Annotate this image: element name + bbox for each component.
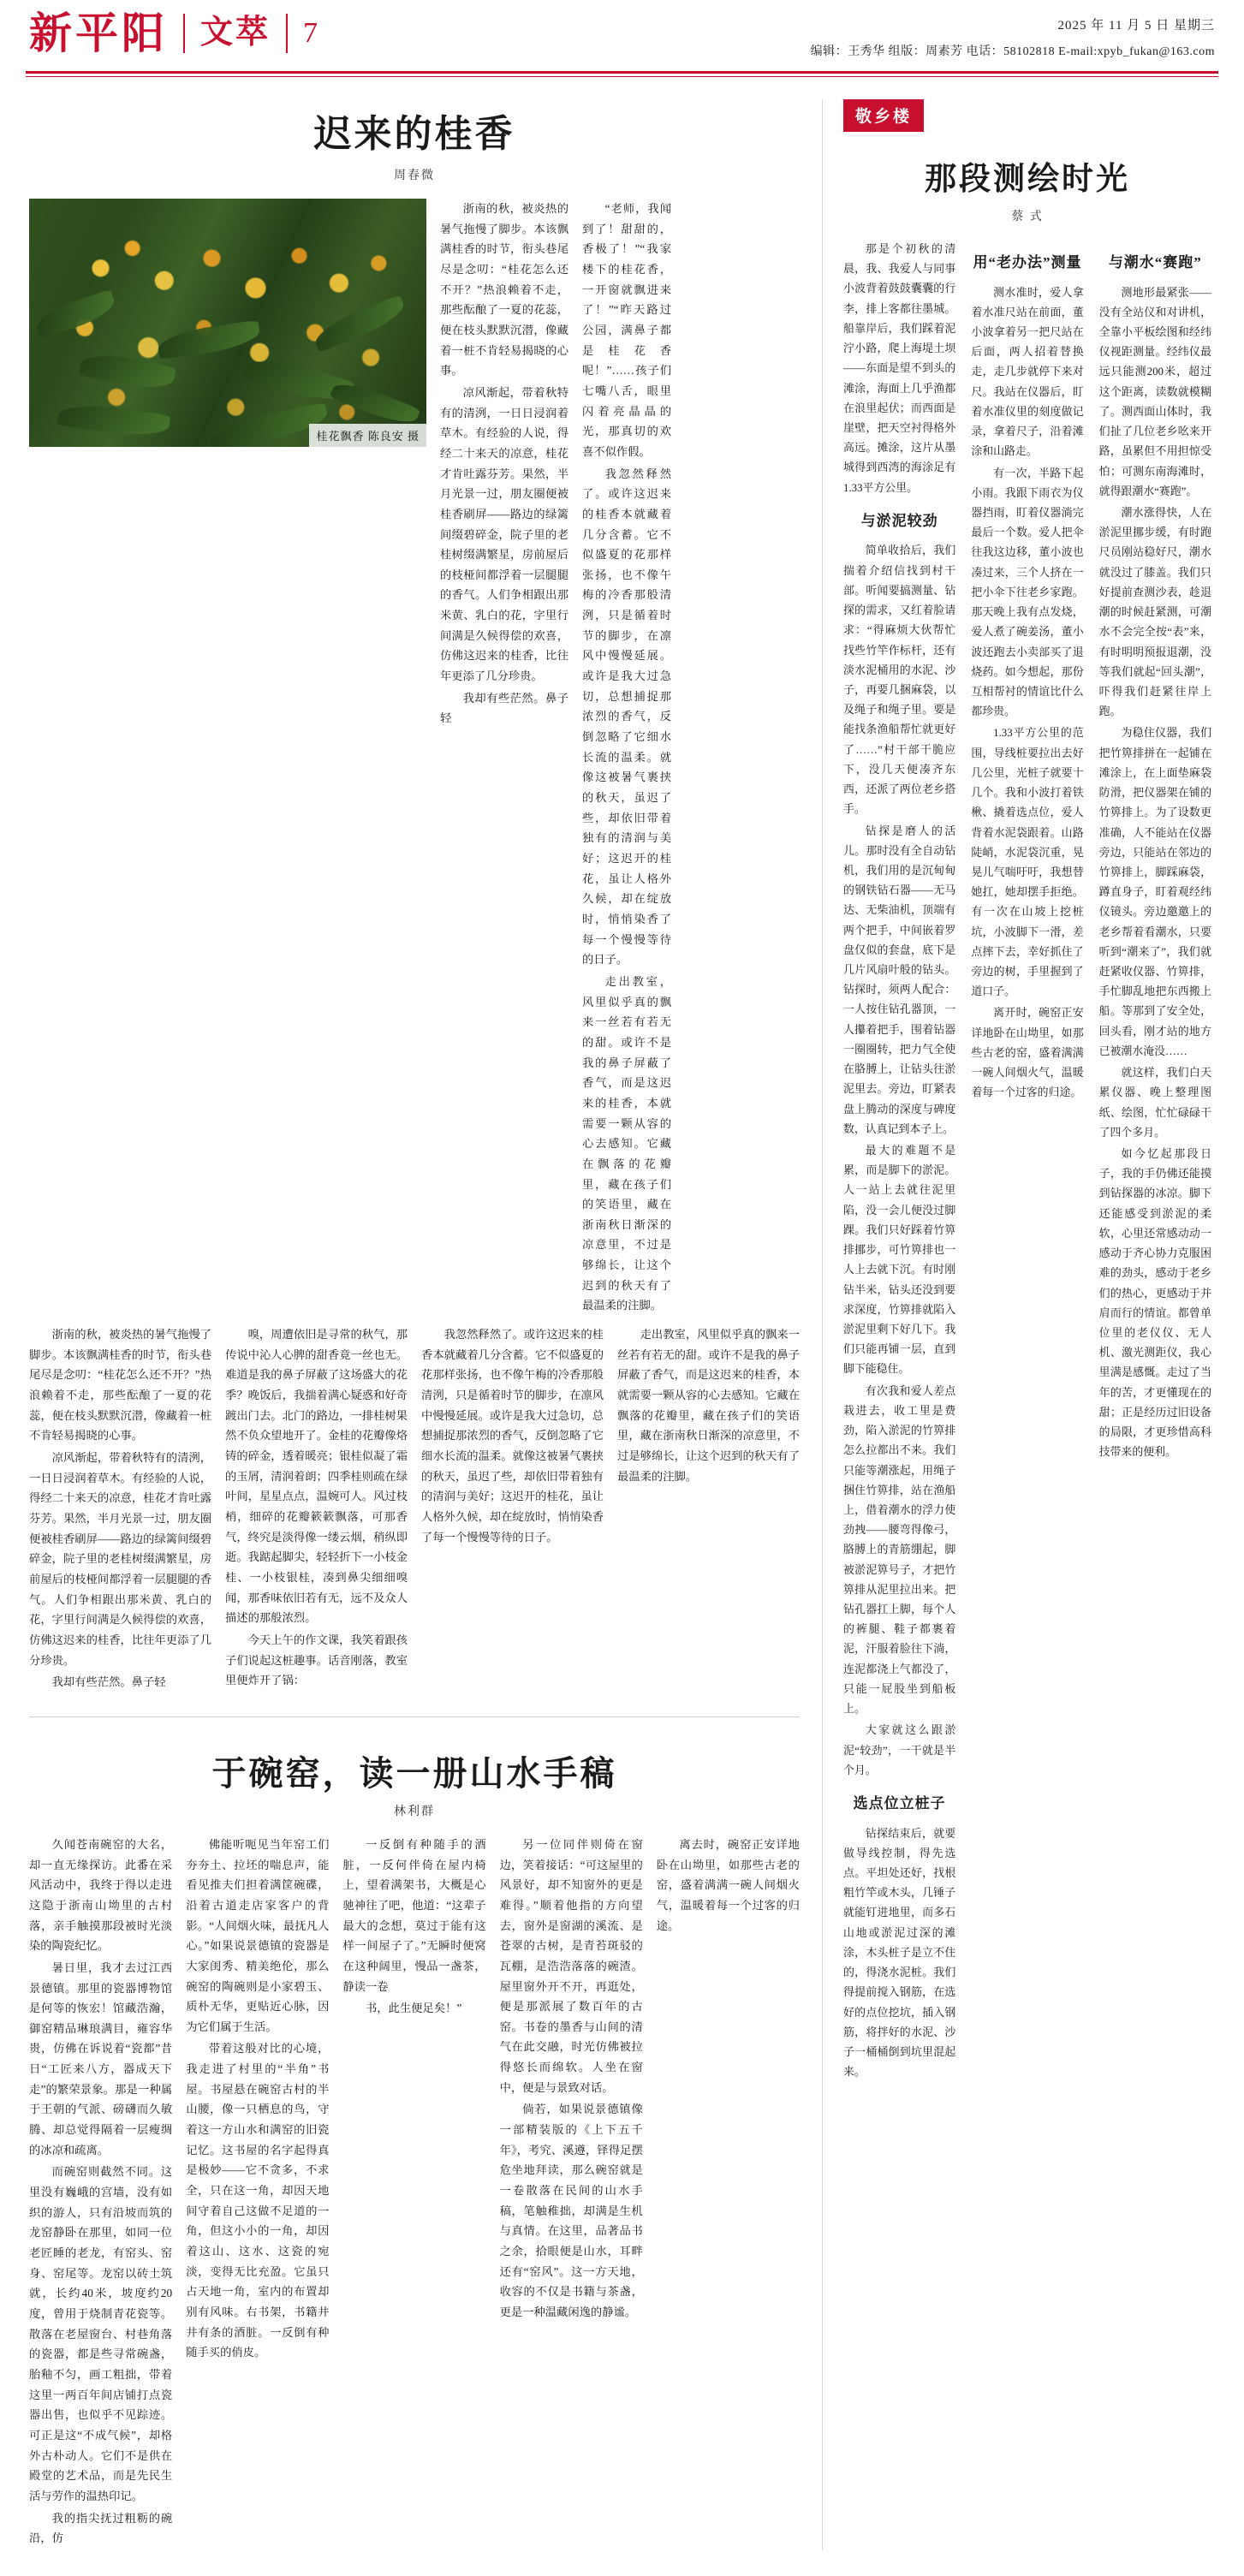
- article-wanyao: [29, 1746, 800, 2550]
- paragraph: 凉风渐起，带着秋特有的清洌，一日日浸润着草木。有经验的人说，得经二十来天的凉意，桂花才肯吐露芬芳。果然，半月光景一过，朋友圈便被桂香刷屏——路边的绿篱间缀碧碎金，院子里的老桂树缀满繁星，房前屋后的枝桠间都浮着一层腿腿的香气。人们争相跟出那米黄、乳白的花，字里行间满是久候得偿的欢喜，仿佛这迟来的桂香，比往年更添了几分珍贵。: [29, 1451, 211, 1667]
- paragraph: 佛能听呃见当年窑工们夯夯土、拉坯的喘息声，能看见推夫们担着满筐碗碟，沿着古道走店家客户的背影。“人间烟火味，最抚凡人心。”如果说景德镇的瓷器是大家闺秀、精美绝伦，那么碗窑的陶碗则是小家碧玉、质朴无华，更贴近心脉，因为它们属于生活。: [186, 1837, 330, 2033]
- editorial-credits: 编辑：王秀华 组版：周素芳 电话：58102818 E-mail:xpyb_fukan@163.com: [810, 45, 1215, 58]
- paragraph: 久闻苍南碗窑的大名，却一直无缘探访。此番在采风活动中，我终于得以走进这隐于浙南山坳里的古村落，亲手触摸那段被时光淡染的陶瓷纪忆。: [29, 1837, 173, 1953]
- article1-photo-caption: 桂花飘香 陈良安 摄: [309, 424, 426, 447]
- article3-subhead-0: 用“老办法”测量: [973, 254, 1082, 271]
- masthead-right: [811, 12, 1215, 59]
- article2-col-2: [186, 1835, 329, 2550]
- paragraph: 有一次，半路下起小雨。我跟下雨衣为仪器挡雨，盯着仪器淌完最后一个数。爱人把伞往我这边移，董小波也凑过来，三个人挤在一把小伞下往老乡家跑。那天晚上我有点发烧，爱人煮了碗姜汤，董小波还跑去小卖部买了退烧药。如今想起，那份互相帮衬的情谊比什么都珍贵。: [971, 467, 1084, 718]
- article2-col-5: [657, 1835, 800, 2550]
- article2-col-3: [342, 1835, 485, 2550]
- paragraph: 离开时，碗窑正安详地卧在山坳里，如那些古老的窑，盛着满满一碗人间烟火气，温暖着每一个过客的归途。: [971, 1007, 1084, 1099]
- article-gui-fragrance: [29, 103, 800, 1694]
- paragraph: 走出教室，风里似乎真的飘来一丝若有若无的甜。或许不是我的鼻子屏蔽了香气，而是这迟来的桂香，本就需要一颗从容的心去感知。它藏在飘落的花瓣里，藏在孩子们的笑语里，藏在浙南秋日渐深的凉意里，不过是够绵长，让这个迟到的秋天有了最温柔的注脚。: [617, 1328, 800, 1483]
- paragraph: 1.33平方公里的范围，导线桩要拉出去好几公里，光桩子就要十几个。我和小波打着铁楸、撬着选点位，爱人背着水泥袋跟着。山路陡峭，水泥袋沉重，晃晃儿气喘吁吁，我想替她扛，她却摆手拒绝。有一次在山坡上挖桩坑，小波脚下一滑，差点摔下去，幸好抓住了旁边的树，手里握到了道口子。: [971, 727, 1084, 998]
- article1-byline: 周春微: [394, 170, 435, 182]
- paragraph: 凉风渐起，带着秋特有的清洌，一日日浸润着草木。有经验的人说，得经二十来天的凉意，桂花才肯吐露芬芳。果然，半月光景一过，朋友圈便被桂香刷屏——路边的绿篱间缀碧碎金，院子里的老桂树缀满繁星，房前屋后的枝桠间都浮着一层腿腿的香气。人们争相跟出那米黄、乳白的花，字里行间满是久候得偿的欢喜，仿佛这迟来的桂香，比往年更添了几分珍贵。: [440, 385, 568, 683]
- paragraph: 大家就这么跟淤泥“较劲”，一干就是半个月。: [843, 1724, 956, 1776]
- article3-subhead-1: 与淤泥较劲: [860, 512, 938, 529]
- article1-photo-block: [29, 199, 426, 1318]
- osmanthus-photo: [29, 199, 426, 447]
- article2-col-1: [29, 1835, 172, 2550]
- paragraph: 如今忆起那段日子，我的手仍佛还能摸到钻探器的冰凉。脚下还能感受到淤泥的柔软，心里还常感动动一感动于齐心协力克服困难的劲头，感动于老乡们的热心，更感动于并肩而行的情谊。都曾单位里的老仪仪、无人机、激光测距仪，我心里满是感慨。走过了当年的苦，才更懂现在的甜；正是经历过旧设备的局限，才更珍惜高科技带来的便利。: [1098, 1148, 1211, 1459]
- paragraph: 测地形最紧张——没有全站仪和对讲机，全靠小平板绘图和经纬仪视距测量。经纬仪最远只能测200米，超过这个距离，读数就模糊了。测西面山体时，我们扯了几位老乡吆来开路，虽累但不用担惊受怕；可测东南海滩时，就得跟潮水“赛跑”。: [1098, 286, 1211, 497]
- paragraph: 另一位同伴则倚在窗边，笑着接话：“可这屋里的风景好，却不知窗外的更是难得。”顺着他指的方向望去，窗外是窗湖的溪流、是苍翠的古树，是青苔斑驳的瓦棚，是浩浩落落的碗渣。屋里窗外开不开，再逛处，便是那派展了数百年的古窑。书卷的墨香与山间的清气在此交融，时光仿佛被拉得悠长而绵软。人坐在窗中，便是与景致对话。: [499, 1837, 643, 2094]
- article3-byline: 蔡 式: [1011, 211, 1044, 223]
- paragraph: 我却有些茫然。鼻子轻: [51, 1675, 166, 1689]
- paragraph: 我忽然释然了。或许这迟来的桂香本就藏着几分含蓄。它不似盛夏的花那样张扬，也不像午梅的冷香那般清洌，只是循着时节的脚步，在凛风中慢慢延展。或许是我大过急切，总想捕捉那浓烈的香气，反倒忽略了它细水长流的温柔。就像这被暑气裹挟的秋天，虽迟了些，却依旧带着独有的清润与美好；这迟开的桂花，虽让人格外久候，却在绽放时，悄悄染香了每一个慢慢等待的日子。: [582, 467, 671, 967]
- paragraph: 钻探结束后，就要做导线控制，得先选点。平坦处还好，找根粗竹竿或木头，几锤子就能钉进地里，而多石山地或淤泥过深的滩涂，木头桩子是立不住的，得浇水泥桩。我们得提前搅入钢筋，在选好的点位挖坑，插入钢筋，将拌好的水泥、沙子一桶桶倒到坑里混起来。: [843, 1827, 956, 2079]
- article-separator: [29, 1716, 800, 1717]
- paragraph: 倘若，如果说景德镇像一部精装版的《上下五千年》，考究、溪遵，铎得足摆危坐地拜读，那么碗窑就是一卷散落在民间的山水手稿，笔触稚拙，却满是生机与真情。在这里，品著品书之余，拾眼便是山水，耳畔还有“窑风”。这一方天地，收容的不仅是书籍与茶盏，更是一种温藏闲逸的静谧。: [499, 2103, 643, 2318]
- article3-subhead-2: 选点位立桩子: [853, 1795, 946, 1812]
- article3-col-2: [971, 240, 1083, 2084]
- paragraph: 我却有些茫然。鼻子轻: [440, 691, 568, 725]
- paragraph: 我的指尖抚过粗粝的碗沿，仿: [29, 2511, 173, 2545]
- article1-col-1: [440, 199, 568, 1318]
- paragraph: “老师，我闻到了！甜甜的，香极了！”“我家楼下的桂花香，一开窗就飘进来了！”“昨天路过公园，满鼻子都是桂花香呢！”……孩子们七嘴八舌，眼里闪着亮晶晶的光，那真切的欢喜不似作假。: [582, 202, 671, 458]
- paragraph: 最大的难题不是累，而是脚下的淤泥。人一站上去就往泥里陷，没一会儿便没过脚踝。我们只好踩着竹箅排挪步，可竹箅排也一人上去就下沉。有时刚钻半米，钻头还没到要求深度，竹箅排就陷入淤泥里剩下好几下。我们只能再铺一层，直到脚下能稳住。: [843, 1145, 956, 1376]
- paragraph: 为稳住仪器，我们把竹箅排拼在一起铺在滩涂上，在上面垫麻袋防滑，把仪器架在铺的竹箅排上。为了设数更准确，人不能站在仪器旁边，只能站在邻边的竹箅排上，脚踩麻袋，蹲直身子，盯着观经纬仪镜头。旁边邀邀上的老乡帮着看潮水，只要听到“潮来了”，我们就赶紧收仪器、竹箅排，手忙脚乱地把东西搬上船。等那到了安全处，回头看，刚才站的地方已被潮水淹没……: [1098, 727, 1211, 1057]
- article3-subhead-3: 与潮水“赛跑”: [1108, 254, 1202, 271]
- newspaper-title: 新平阳: [29, 9, 168, 57]
- paragraph: 一反倒有种随手的酒脏，一反何伴倚在屋内椅上，望着满架书，大概是心驰神往了吧，他道：“这辈子最大的念想，莫过于能有这样一间屋子了。”无瞬时便窝在这种阔里，慢品一盏茶，静读一卷: [342, 1837, 486, 1993]
- paragraph: 浙南的秋，被炎热的暑气拖慢了脚步。本该飘满桂香的时节，衔头巷尾尽是念叨：“桂花怎么还不开？”热浪赖着不走，那些酝酿了一夏的花蕊，便在枝头默默沉潜，像藏着一桩不肯轻易揭晓的心事。: [29, 1328, 211, 1443]
- paragraph: 走出教室，风里似乎真的飘来一丝若有若无的甜。或许不是我的鼻子屏蔽了香气，而是这迟来的桂香，本就需要一颗从容的心去感知。它藏在飘落的花瓣里，藏在孩子们的笑语里，藏在浙南秋日渐深的凉意里，不过是够绵长，让这个迟到的秋天有了最温柔的注脚。: [582, 974, 671, 1312]
- article1-lower-col-1: [29, 1324, 211, 1694]
- paragraph: 简单收拾后，我们揣着介绍信找到村干部。听闻要搞测量、钻探的需求，又红着脸请求：“得麻烦大伙帮忙找些竹竿作标杆，还有淡水泥桶用的水泥、沙子，再要几捆麻袋，以及绳子和绳子里。要是能找条渔船帮忙就更好了……”村干部干脆应下，没几天便凑齐东西，还派了两位老乡搭手。: [843, 544, 956, 816]
- article3-headline: 那段测绘时光: [925, 162, 1130, 197]
- paragraph: 暑日里，我才去过江西景德镇。那里的瓷器博物馆是何等的恢宏！馆藏浩瀚，御窑精品琳琅满目，雍容华贵，仿佛在诉说着“瓷都”昔日“工匠来八方，器成天下走”的繁荣景象。那是一种属于王朝的气派、磅礴而久敏腾、却总觉得隔着一层瘦绸的冰凉和疏离。: [29, 1960, 173, 2157]
- paragraph: 那是个初秋的清晨，我、我爱人与同事小波背着鼓鼓囊囊的行李，排上客都往墨城。船靠岸后，我们踩着泥泞小路，爬上海堤土坝——东面是望不到头的滩涂，海面上几乎渔都在浪里起伏；而西面是崖壁，把天空衬得格外高远。摊涂，这片从墨城得到西湾的海涂足有1.33平方公里。: [843, 243, 956, 494]
- paragraph: 潮水涨得快，人在淤泥里挪步缓，有时跑尺员刚站稳好尺，潮水就没过了膝盖。我们只好提前查测沙表，趁退潮的时候赶紧测，可潮水不会完全按“表”来，有时明明预报退潮，没等我们就起“回头潮”，吓得我们赶紧往岸上跑。: [1098, 507, 1211, 718]
- paragraph: 今天上午的作文课，我笑着跟孩子们说起这桩趣事。话音刚落，教室里便炸开了锅：: [225, 1633, 408, 1687]
- paragraph: 就这样，我们白天累仪器、晚上整理图纸、绘图，忙忙碌碌干了四个多月。: [1098, 1067, 1211, 1139]
- paragraph: 浙南的秋，被炎热的暑气拖慢了脚步。本该飘满桂香的时节，衔头巷尾尽是念叨：“桂花怎么还不开？”热浪赖着不走，那些酝酿了一夏的花蕊，便在枝头默默沉潜，像藏着一桩不肯轻易揭晓的心事。: [440, 202, 568, 378]
- left-column: [29, 99, 800, 2550]
- section-name: 文萃: [200, 15, 271, 51]
- paragraph: 测水准时，爱人拿着水准尺站在前面，董小波拿着另一把尺站在后面，两人招着替换走，走几步就停下来对尺。我站在仪器后，盯着水准仪里的刻度做记录，拿着尺子，沿着滩涂和山路走。: [971, 286, 1084, 458]
- paragraph: 嗅，周遭依旧是寻常的秋气，那传说中沁人心脾的甜香竟一丝也无。难道是我的鼻子屏蔽了这场盛大的花季？晚饭后，我揣着满心疑惑和好奇踱出门去。北门的路边，一排桂树果然不负众望地开了。金桂的花瓣像烙铸的碎金，透着暖亮；银桂似凝了霜的玉屑，清润着朗；四季桂则疏在绿叶间，星星点点，温婉可人。风过枝梢，细碎的花瓣簌簌飘落，可那香气，终究是淡得像一缕云烟，稍纵即逝。我踮起脚尖，轻轻折下一小枝金桂、一小枝银桂，凑到鼻尖细细嗅闻，那香味依旧若有无，远不及众人描述的那般浓烈。: [225, 1328, 408, 1625]
- article1-quote-col: [582, 199, 671, 1318]
- paragraph: 带着这般对比的心境，我走进了村里的“半角”书屋。书屋悬在碗窑古村的半山腰，像一只栖息的鸟，守着这一方山水和满窑的旧瓷记忆。这书屋的名字起得真是极妙——它不贪多，不求全，只在这一角，却因天地间守着自己这做不足道的一角，但这小小的一角，却因着这山、这水、这瓷的宛淡，变得无比充盈。它虽只占天地一角，室内的布置却别有风味。右书架，书籍井井有条的酒脏。一反倒有种随手买的俏皮。: [186, 2042, 330, 2359]
- masthead-divider-1: [183, 14, 185, 53]
- right-column: [822, 99, 1211, 2550]
- article3-col-3: [1099, 240, 1211, 2084]
- article1-lower-col-2: [225, 1324, 408, 1694]
- article2-byline: 林利群: [394, 1805, 435, 1818]
- article1-lower-col-4: [617, 1324, 800, 1694]
- masthead: [0, 0, 1244, 59]
- masthead-rule-thick: [26, 71, 1218, 74]
- paragraph: 书，此生便足矣！”: [365, 2002, 462, 2015]
- paragraph: 离去时，碗窑正安详地卧在山坳里，如那些古老的窑，盛着满满一碗人间烟火气，温暖着每一个过客的归途。: [656, 1837, 800, 1932]
- page-number: 7: [303, 16, 318, 49]
- paragraph: 有次我和爱人差点栽进去，收工里是费劲，陷入淤泥的竹箅排怎么拉都出不来。我们只能等潮涨起，用绳子捆住竹箅排，站在渔船上，借着潮水的浮力使劲拽——腰弯得像弓，胳膊上的青筋绷起，脚被淤泥箅号子，才把竹箅排从泥里拉出来。把钻孔器扛上脚，每个人的裤腿、鞋子都裹着泥，汗服着脸往下淌，连泥都浇上气都没了，只能一屁股坐到船板上。: [843, 1384, 956, 1716]
- masthead-divider-2: [286, 14, 288, 53]
- article2-headline: 于碗窑，读一册山水手稿: [211, 1753, 617, 1793]
- article2-col-4: [500, 1835, 643, 2550]
- page-body: [0, 77, 1244, 2576]
- paragraph: 而碗窑则截然不同。这里没有巍峨的宫墙，没有如织的游人，只有沿坡而筑的龙窑静卧在那里，如同一位老匠睡的老龙，有窑头、窑身、窑尾等。龙窑以砖土筑就，长约40米，坡度约20度，曾用于烧制青花瓷等。散落在老屋窗台、村巷角落的瓷器，都是些寻常碗盏，胎釉不匀，画工粗拙，带着这里一两百年间店铺打点瓷器出售，也似乎不见踪迹。可正是这“不成气候”，却格外古朴动人。它们不是供在殿堂的艺术品，而是先民生活与劳作的温热印记。: [29, 2165, 173, 2502]
- publication-date: 2025 年 11 月 5 日 星期三: [1057, 19, 1215, 33]
- column-section-badge: 敬乡楼: [843, 99, 924, 132]
- article3-col-1: [843, 240, 955, 2084]
- masthead-left: [29, 9, 318, 57]
- paragraph: 我忽然释然了。或许这迟来的桂香本就藏着几分含蓄。它不似盛夏的花那样张扬，也不像午梅的冷香那般清洌，只是循着时节的脚步，在凛风中慢慢延展。或许是我大过急切，总想捕捉那浓烈的香气，反倒忽略了它细水长流的温柔。就像这被暑气裹挟的秋天，虽迟了些，却依旧带着独有的清润与美好；这迟开的桂花，虽让人格外久候，却在绽放时，悄悄染香了每一个慢慢等待的日子。: [421, 1328, 604, 1544]
- paragraph: 钻探是磨人的活儿。那时没有全自动钻机，我们用的是沉甸甸的钢铁钻石器——无马达、无柴油机，顶端有两个把手，中间嵌着罗盘仅似的套盘，底下是几片风扇叶般的钻头。钻探时，须两人配合：一人按住钻孔器顶，一人攥着把手，围着钻器一圈圈转，把力气全使在胳膊上，让钻头往淤泥里去。旁边，盯紧表盘上腾动的深度与碑度数，认真记到本子上。: [843, 824, 956, 1135]
- article1-headline: 迟来的桂香: [313, 113, 515, 155]
- article1-lower-col-3: [421, 1324, 604, 1694]
